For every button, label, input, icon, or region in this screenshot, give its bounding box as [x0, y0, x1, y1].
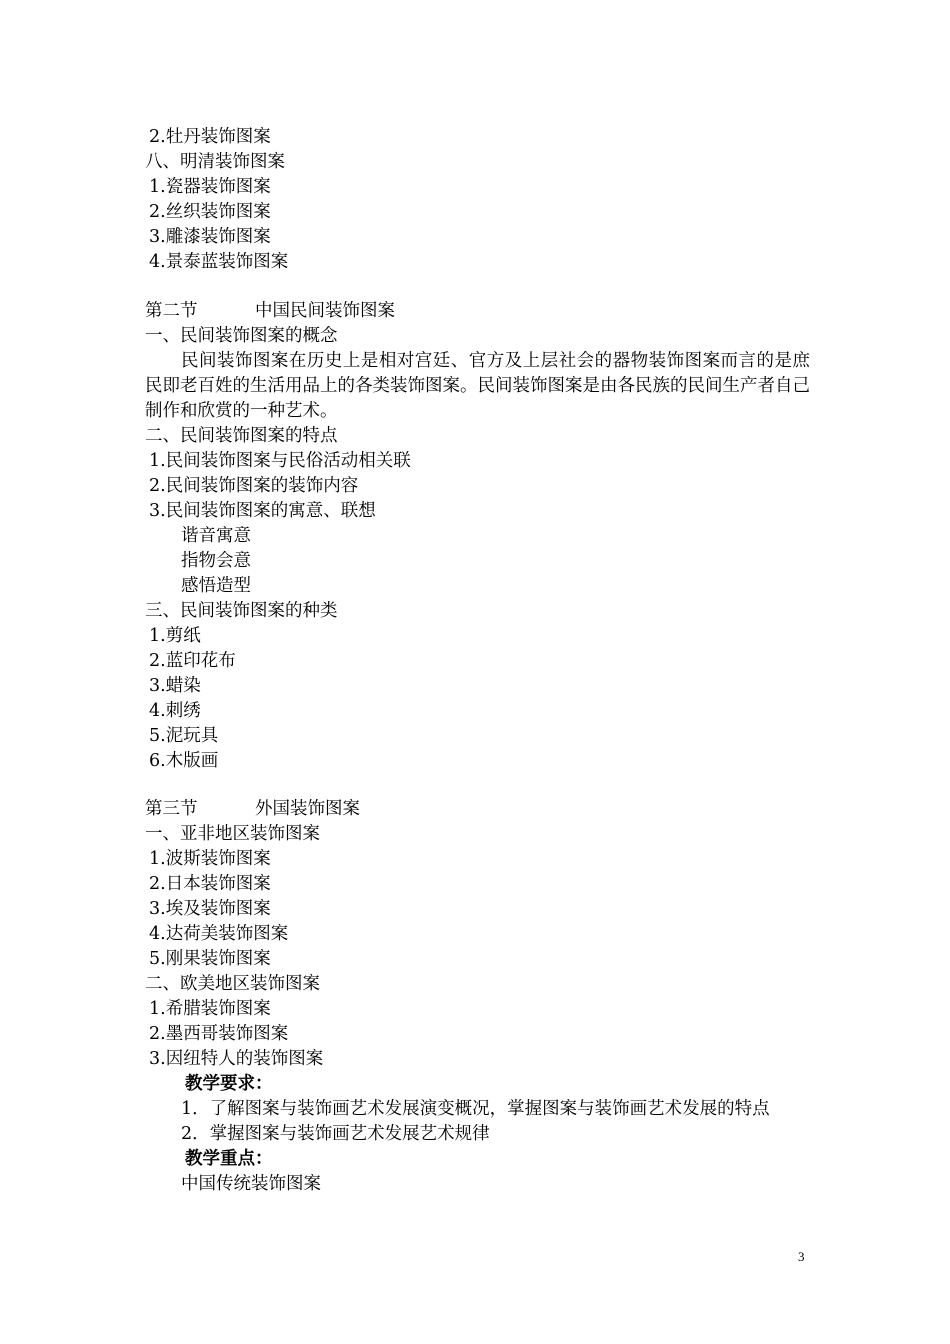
list-item: 1.波斯装饰图案 — [149, 849, 271, 869]
list-item: 3.雕漆装饰图案 — [149, 227, 271, 247]
subsection-heading: 一、亚非地区装饰图案 — [145, 824, 320, 844]
list-item: 1.瓷器装饰图案 — [149, 177, 271, 197]
section-heading: 八、明清装饰图案 — [145, 152, 285, 172]
list-item: 2.日本装饰图案 — [149, 874, 271, 894]
list-item: 3.蜡染 — [149, 675, 201, 696]
teaching-requirement: 1．了解图案与装饰画艺术发展演变概况，掌握图案与装饰画艺术发展的特点 — [181, 1099, 770, 1119]
section-number: 第二节 — [145, 300, 198, 321]
list-item: 2.丝织装饰图案 — [149, 202, 271, 222]
sub-item: 感悟造型 — [181, 575, 251, 596]
teaching-focus-label: 教学重点： — [185, 1149, 273, 1169]
sub-item: 谐音寓意 — [181, 525, 251, 546]
subsection-heading: 二、民间装饰图案的特点 — [145, 425, 338, 446]
list-item: 1.希腊装饰图案 — [149, 999, 271, 1019]
teaching-requirement: 2．掌握图案与装饰画艺术发展艺术规律 — [181, 1124, 490, 1144]
sub-item: 指物会意 — [181, 550, 251, 571]
section-title — [145, 299, 810, 324]
list-item: 4.达荷美装饰图案 — [149, 924, 289, 944]
teaching-requirements-label: 教学要求： — [185, 1074, 273, 1094]
list-item: 2.牡丹装饰图案 — [149, 127, 271, 147]
subsection-heading: 三、民间装饰图案的种类 — [145, 600, 338, 621]
list-item: 1.民间装饰图案与民俗活动相关联 — [149, 450, 411, 471]
section-number: 第三节 — [145, 799, 198, 819]
list-item: 3.因纽特人的装饰图案 — [149, 1049, 324, 1069]
list-item: 2.民间装饰图案的装饰内容 — [149, 475, 359, 496]
section-name: 中国民间装饰图案 — [255, 300, 395, 321]
list-item: 5.刚果装饰图案 — [149, 949, 271, 969]
list-item: 3.埃及装饰图案 — [149, 899, 271, 919]
list-item: 5.泥玩具 — [149, 725, 219, 746]
list-item: 2.蓝印花布 — [149, 650, 236, 671]
section-title — [145, 797, 810, 822]
list-item: 4.刺绣 — [149, 700, 201, 721]
subsection-heading: 二、欧美地区装饰图案 — [145, 974, 320, 994]
list-item: 4.景泰蓝装饰图案 — [149, 252, 289, 272]
page-content — [145, 125, 810, 1197]
list-item: 3.民间装饰图案的寓意、联想 — [149, 500, 376, 521]
list-item: 2.墨西哥装饰图案 — [149, 1024, 289, 1044]
list-item: 6.木版画 — [149, 750, 219, 771]
teaching-focus: 中国传统装饰图案 — [181, 1174, 321, 1194]
section-name: 外国装饰图案 — [255, 799, 360, 819]
list-item: 1.剪纸 — [149, 625, 201, 646]
paragraph: 民间装饰图案在历史上是相对宫廷、官方及上层社会的器物装饰图案而言的是庶民即老百姓的生活用品上的各类装饰图案。民间装饰图案是由各民族的民间生产者自己制作和欣赏的一种艺术。 — [145, 350, 810, 421]
page-number: 3 — [798, 1249, 805, 1264]
subsection-heading: 一、民间装饰图案的概念 — [145, 325, 338, 346]
